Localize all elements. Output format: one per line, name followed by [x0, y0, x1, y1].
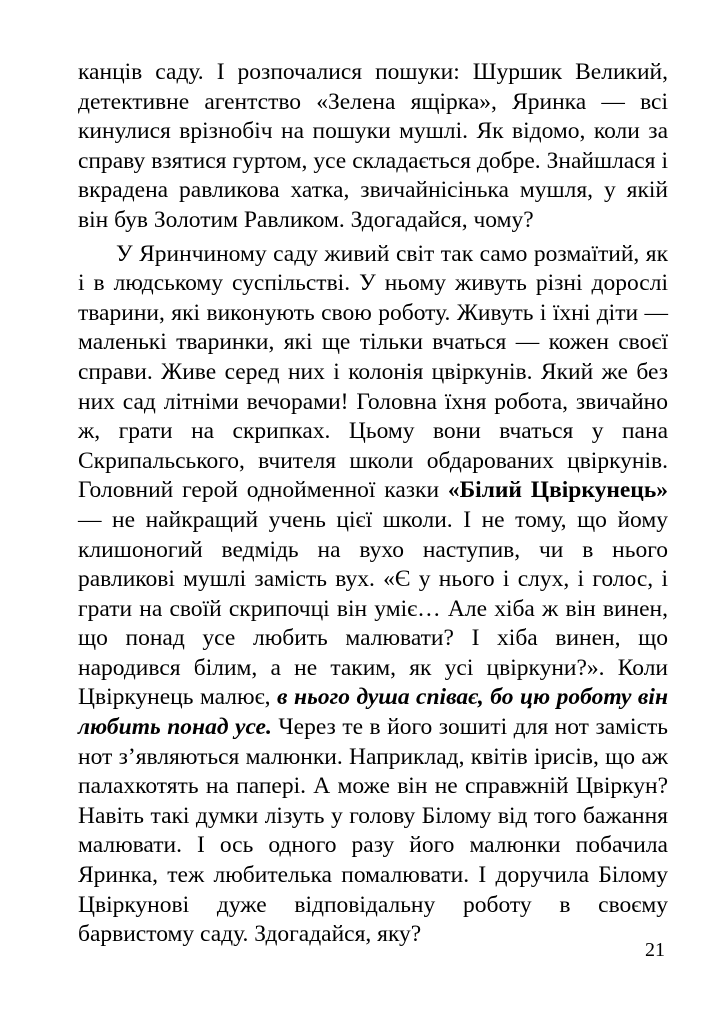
paragraph-2 — [78, 240, 668, 950]
paragraph-2-text-middle: — не найкращий учень цієї школи. І не тому, що йому клишоногий ведмідь на вухо наступив, чи в нього равликові мушлі замість вух. «Є у нього і слух, і голос, і грати на своїй скрипочці він уміє… Але хіба ж він винен, що понад усе любить малювати? І хіба винен, що народився білим, а не таким, як усі цвіркуни?». Коли Цвіркунець малює, — [78, 506, 668, 711]
page-number: 21 — [645, 939, 665, 961]
emphasized-phrase: в нього душа співає, бо цю роботу він любить понад усе. — [78, 684, 668, 741]
paragraph-2-text-start: У Яринчиному саду живий світ так само розмаїтий, як і в людському суспільстві. У ньому живуть різні дорослі тварини, які виконують свою роботу. Живуть і їхні діти — маленькі тваринки, які ще тільки вчаться — кожен своєї справи. Живе серед них і колонія цвіркунів. Який же без них сад літніми вечорами! Головна їхня робота, звичайно ж, грати на скрипках. Цьому вони вчаться у пана Скрипальського, вчителя школи обдарованих цвіркунів. Головний герой однойменної казки — [78, 240, 668, 504]
story-title: «Білий Цвіркунець» — [447, 477, 669, 504]
body-text — [78, 58, 668, 950]
paragraph-1: канців саду. І розпочалися пошуки: Шуршик Великий, детективне агентство «Зелена ящірка», Яринка — всі кинулися врізнобіч на пошуки мушлі. Як відомо, коли за справу взятися гуртом, усе складається добре. Знайшлася і вкрадена равликова хатка, звичайнісінька мушля, у якій він був Золотим Равликом. Здогадайся, чому? — [78, 59, 668, 233]
paragraph-2-text-end: Через те в його зошиті для нот замість нот з’являються малюнки. Наприклад, квітів ірисів, що аж палахкотять на папері. А може він не справжній Цвіркун? Навіть такі думки лізуть у голову Білому від того бажання малювати. І ось одного разу його малюнки побачила Яринка, теж любителька помалювати. І доручила Білому Цвіркунові дуже відповідальну роботу в своєму барвистому саду. Здогадайся, яку? — [78, 714, 668, 948]
